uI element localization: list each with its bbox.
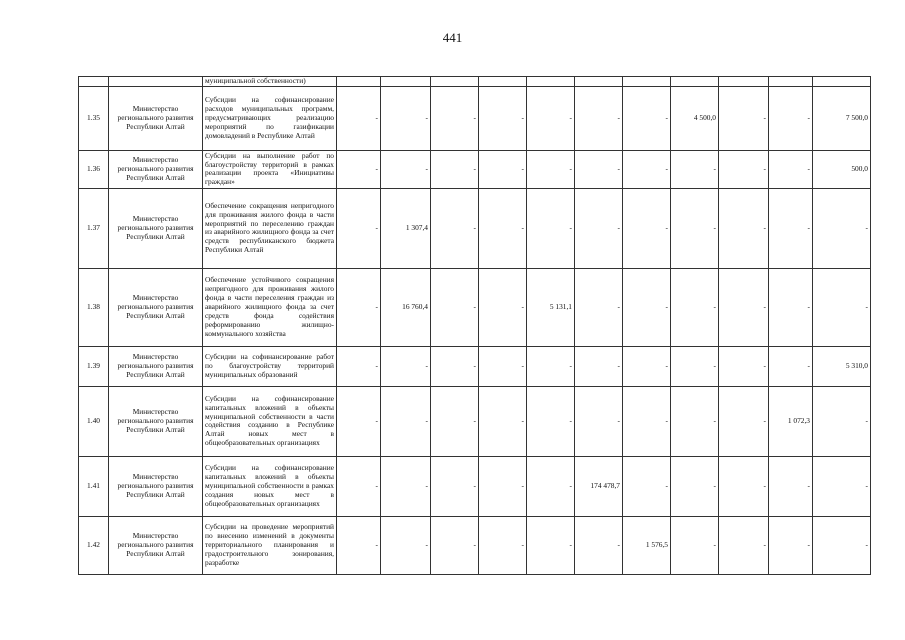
value-cell: - bbox=[671, 346, 719, 386]
description-cell: Субсидии на проведение мероприятий по внесению изменений в документы территориального планирования и градостроительного зонирования, разработке bbox=[203, 516, 337, 574]
ministry-cell: Министерство регионального развития Республики Алтай bbox=[109, 86, 203, 150]
value-cell: - bbox=[431, 86, 479, 150]
value-cell: - bbox=[769, 268, 813, 346]
value-cell: - bbox=[479, 268, 527, 346]
value-cell: 1 307,4 bbox=[381, 188, 431, 268]
value-cell: - bbox=[527, 456, 575, 516]
value-cell: - bbox=[623, 188, 671, 268]
value-cell: - bbox=[769, 456, 813, 516]
row-number: 1.36 bbox=[79, 150, 109, 188]
value-cell: - bbox=[719, 516, 769, 574]
value-cell: 5 131,1 bbox=[527, 268, 575, 346]
value-cell: - bbox=[381, 516, 431, 574]
value-cell: - bbox=[381, 456, 431, 516]
value-cell: - bbox=[719, 188, 769, 268]
value-cell: - bbox=[813, 188, 871, 268]
table-row bbox=[79, 188, 871, 268]
ministry-cell: Министерство регионального развития Республики Алтай bbox=[109, 268, 203, 346]
value-cell: 1 576,5 bbox=[623, 516, 671, 574]
value-cell: - bbox=[719, 346, 769, 386]
description-cell: Субсидии на софинансирование капитальных вложений в объекты муниципальной собственности в рамках создания новых мест в общеобразовательных организациях bbox=[203, 456, 337, 516]
value-cell: - bbox=[623, 456, 671, 516]
value-cell: - bbox=[431, 346, 479, 386]
value-cell: - bbox=[671, 268, 719, 346]
value-cell: - bbox=[479, 386, 527, 456]
value-cell: - bbox=[575, 150, 623, 188]
ministry-cell: Министерство регионального развития Республики Алтай bbox=[109, 150, 203, 188]
value-cell: - bbox=[671, 386, 719, 456]
row-number: 1.37 bbox=[79, 188, 109, 268]
value-cell: - bbox=[575, 386, 623, 456]
value-cell: - bbox=[813, 456, 871, 516]
row-number: 1.42 bbox=[79, 516, 109, 574]
value-cell: - bbox=[381, 150, 431, 188]
row-number: 1.38 bbox=[79, 268, 109, 346]
row-number: 1.39 bbox=[79, 346, 109, 386]
table-row bbox=[79, 268, 871, 346]
table-row bbox=[79, 86, 871, 150]
value-cell: - bbox=[623, 150, 671, 188]
description-cell: Субсидии на выполнение работ по благоустройству территорий в рамках реализации проекта «Инициативы граждан» bbox=[203, 150, 337, 188]
value-cell: - bbox=[479, 150, 527, 188]
value-cell: - bbox=[623, 386, 671, 456]
table-row bbox=[79, 516, 871, 574]
value-cell: - bbox=[575, 188, 623, 268]
budget-table bbox=[78, 76, 871, 575]
value-cell: - bbox=[671, 516, 719, 574]
value-cell: - bbox=[575, 346, 623, 386]
value-cell: - bbox=[431, 150, 479, 188]
value-cell: - bbox=[719, 386, 769, 456]
value-cell: - bbox=[671, 150, 719, 188]
value-cell: - bbox=[381, 386, 431, 456]
value-cell: - bbox=[623, 86, 671, 150]
value-cell: - bbox=[769, 346, 813, 386]
value-cell: - bbox=[769, 188, 813, 268]
value-cell: - bbox=[813, 516, 871, 574]
description-cell: Субсидии на софинансирование работ по благоустройству территорий муниципальных образований bbox=[203, 346, 337, 386]
value-cell: - bbox=[527, 150, 575, 188]
row-number: 1.40 bbox=[79, 386, 109, 456]
value-cell: 500,0 bbox=[813, 150, 871, 188]
value-cell: - bbox=[479, 456, 527, 516]
value-cell: - bbox=[479, 188, 527, 268]
value-cell: 1 072,3 bbox=[769, 386, 813, 456]
value-cell: - bbox=[381, 86, 431, 150]
value-cell: - bbox=[337, 150, 381, 188]
value-cell: - bbox=[431, 456, 479, 516]
value-cell: 16 760,4 bbox=[381, 268, 431, 346]
value-cell: - bbox=[337, 86, 381, 150]
value-cell: - bbox=[479, 86, 527, 150]
description-cell: Обеспечение сокращения непригодного для проживания жилого фонда в части мероприятий по переселению граждан из аварийного жилищного фонда за счет средств республиканского бюджета Республики Алтай bbox=[203, 188, 337, 268]
table-row bbox=[79, 456, 871, 516]
value-cell: - bbox=[431, 268, 479, 346]
value-cell: - bbox=[575, 86, 623, 150]
value-cell: - bbox=[479, 346, 527, 386]
value-cell: - bbox=[337, 516, 381, 574]
value-cell: 4 500,0 bbox=[671, 86, 719, 150]
value-cell: - bbox=[527, 386, 575, 456]
table-row bbox=[79, 346, 871, 386]
continuation-row bbox=[79, 77, 871, 87]
value-cell: - bbox=[769, 150, 813, 188]
value-cell: - bbox=[337, 386, 381, 456]
description-cell: Субсидии на софинансирование расходов муниципальных программ, предусматривающих реализацию мероприятий по газификации домовладений в Республике Алтай bbox=[203, 86, 337, 150]
value-cell: - bbox=[769, 516, 813, 574]
value-cell: - bbox=[623, 346, 671, 386]
value-cell: - bbox=[719, 456, 769, 516]
page-number: 441 bbox=[442, 30, 463, 45]
value-cell: - bbox=[431, 386, 479, 456]
continuation-text: муниципальной собственности) bbox=[203, 77, 337, 87]
description-cell: Обеспечение устойчивого сокращения непригодного для проживания жилого фонда в части переселения граждан из аварийного жилищного фонда за счет средств фонда содействия реформированию жилищно-коммунального хозяйства bbox=[203, 268, 337, 346]
value-cell: - bbox=[337, 346, 381, 386]
value-cell: 7 500,0 bbox=[813, 86, 871, 150]
value-cell: - bbox=[813, 268, 871, 346]
value-cell: - bbox=[381, 346, 431, 386]
value-cell: - bbox=[671, 188, 719, 268]
value-cell: - bbox=[431, 188, 479, 268]
value-cell: - bbox=[337, 268, 381, 346]
value-cell: - bbox=[813, 386, 871, 456]
value-cell: 5 310,0 bbox=[813, 346, 871, 386]
table-row bbox=[79, 386, 871, 456]
ministry-cell: Министерство регионального развития Республики Алтай bbox=[109, 188, 203, 268]
value-cell: - bbox=[479, 516, 527, 574]
description-cell: Субсидии на софинансирование капитальных вложений в объекты муниципальной собственности в части содействия созданию в Республике Алтай новых мест в общеобразовательных организациях bbox=[203, 386, 337, 456]
value-cell: - bbox=[431, 516, 479, 574]
value-cell: - bbox=[527, 346, 575, 386]
value-cell: - bbox=[719, 86, 769, 150]
value-cell: - bbox=[575, 268, 623, 346]
ministry-cell: Министерство регионального развития Республики Алтай bbox=[109, 386, 203, 456]
value-cell: - bbox=[719, 268, 769, 346]
value-cell: - bbox=[337, 188, 381, 268]
row-number: 1.35 bbox=[79, 86, 109, 150]
value-cell: - bbox=[527, 516, 575, 574]
value-cell: - bbox=[671, 456, 719, 516]
table-row bbox=[79, 150, 871, 188]
value-cell: - bbox=[719, 150, 769, 188]
row-number: 1.41 bbox=[79, 456, 109, 516]
ministry-cell: Министерство регионального развития Республики Алтай bbox=[109, 516, 203, 574]
value-cell: 174 478,7 bbox=[575, 456, 623, 516]
value-cell: - bbox=[575, 516, 623, 574]
ministry-cell: Министерство регионального развития Республики Алтай bbox=[109, 346, 203, 386]
value-cell: - bbox=[527, 86, 575, 150]
ministry-cell: Министерство регионального развития Республики Алтай bbox=[109, 456, 203, 516]
value-cell: - bbox=[623, 268, 671, 346]
value-cell: - bbox=[527, 188, 575, 268]
value-cell: - bbox=[769, 86, 813, 150]
value-cell: - bbox=[337, 456, 381, 516]
